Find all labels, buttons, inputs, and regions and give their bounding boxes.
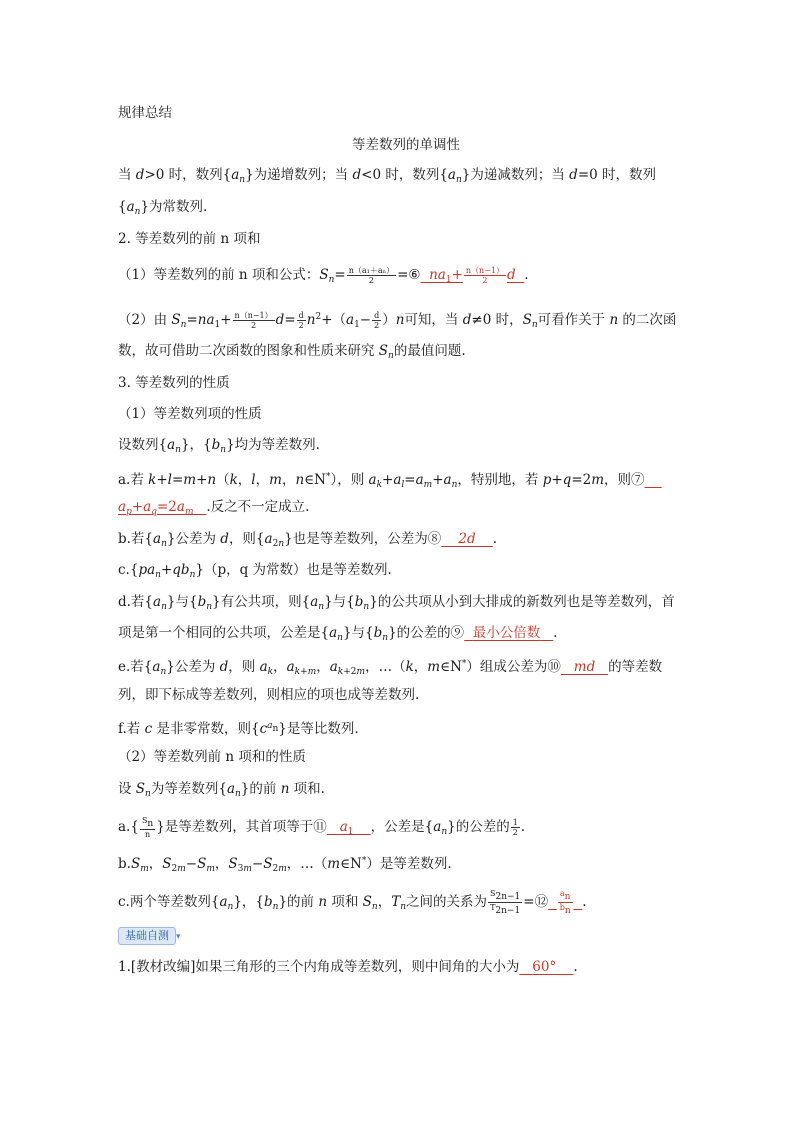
sum-property-b: $b.S_m$，$S_{2m}-S_m$，$S_{3m}-S_{2m}$，…（m∈N*）是等差数列. xyxy=(118,856,452,874)
property-e: e.若$\{a_n\}$公差为 d，则 $a_k$，$a_{k+m}$，$a_{k+2m}$，…（k，m∈N*）组成公差为⑩ md 的等差数 xyxy=(118,659,663,677)
section-3-heading: 3. 等差数列的性质 xyxy=(118,375,230,391)
quadratic-note: （2）由 $S_n=na_1+$ $\frac{n(n-1)}{2}$ d= $\frac{d}{2}$ $n^2+(a_1-$ $\frac{d}{2}$ ）n可知，当 d≠0 时，$S_n$可看作关于 n 的二次函 xyxy=(118,311,677,330)
property-d: d.若$\{a_n\}$与$\{b_n\}$有公共项，则$\{a_n\}$与$\{b_n\}$的公共项从小到大排成的新数列也是等差数列，首 xyxy=(118,594,675,612)
subsection-3-2: （2）等差数列前 n 项和的性质 xyxy=(118,749,306,765)
property-d-cont: 项是第一个相同的公共项，公差是$\{a_n\}$与$\{b_n\}$的公差的⑨ 最小公倍数 . xyxy=(118,625,558,643)
quadratic-note-cont: 数，故可借助二次函数的图象和性质来研究 $S_n$的最值问题. xyxy=(118,343,466,361)
chevron-down-icon: ▾ xyxy=(176,932,181,942)
sum-property-c: c.两个等差数列$\{a_n\}$，$\{b_n\}$的前 n 项和 $S_n$，$T_n$之间的关系为 $\frac{S_{2n-1}}{T_{2n-1}}$ =⑫ $\frac{a_n}{b_n}$ . xyxy=(118,889,587,916)
self-test-badge-row xyxy=(118,926,694,946)
monotonicity-text-cont: $\{a_n\}$为常数列. xyxy=(118,199,208,217)
property-a-cont: $a_p+a_q=2a_m$ .反之不一定成立. xyxy=(118,499,310,517)
property-b: b.若$\{a_n\}$公差为 d，则$\{a_{2n}\}$也是等差数列，公差为⑧ 2d . xyxy=(118,531,498,549)
property-e-cont: 列，即下标成等差数列，则相应的项也成等差数列. xyxy=(118,687,420,703)
sum-formula: （1）等差数列的前 n 项和公式：$S_n=$ $\frac{\text{n（a₁＋aₙ）}}{2}$ =⑥ $na_1+$ $\frac{n(n-1)}{2}$ d . xyxy=(118,266,529,285)
section-title: 等差数列的单调性 xyxy=(352,137,460,153)
monotonicity-text: 当 d>0 时，数列$\{a_n\}$为递增数列；当 d<0 时，数列$\{a_n\}$为递减数列；当 d=0 时，数列 xyxy=(118,167,657,185)
property-a: a.若 k+l=m+n（k，l，m，n∈N*），则 $a_k+a_l=a_m+a_n$，特别地，若 p+q=2m，则⑦ xyxy=(118,472,645,490)
subsection-3-1: （1）等差数列项的性质 xyxy=(118,406,262,422)
property-f: f.若 c 是非零常数，则$\{c^{a_n}\}$是等比数列. xyxy=(118,721,359,737)
assumption-text: 设数列$\{a_n\}$，$\{b_n\}$均为等差数列. xyxy=(118,437,320,455)
sum-property-a: a.{ $\frac{S_n}{n}$ }是等差数列，其首项等于⑪ $a_1$ ，公差是$\{a_n\}$的公差的 $\frac{1}{2}$ . xyxy=(118,816,526,839)
self-test-badge: 基础自测 xyxy=(118,927,176,945)
section-2-heading: 2. 等差数列的前 n 项和 xyxy=(118,231,261,247)
property-c: $c.\{pa_n+qb_n\}(p$，q 为常数）也是等差数列. xyxy=(118,562,392,580)
sum-assumption: 设 $S_n$为等差数列$\{a_n\}$的前 n 项和. xyxy=(118,781,325,799)
section-heading: 规律总结 xyxy=(118,105,172,121)
question-1: 1.[教材改编]如果三角形的三个内角成等差数列，则中间角的大小为 60° . xyxy=(118,959,578,975)
